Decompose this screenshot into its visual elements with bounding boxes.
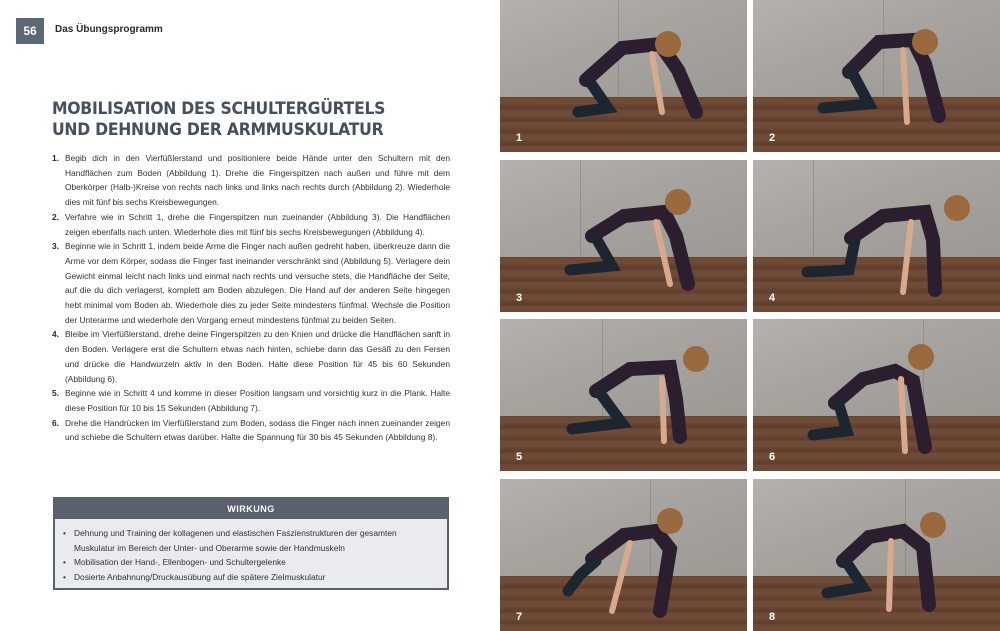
exercise-photo-7 [500, 479, 747, 631]
instruction-step [52, 416, 450, 445]
exercise-photo-8 [753, 479, 1000, 631]
photo-label: 5 [516, 451, 523, 463]
exercise-photo-1 [500, 0, 747, 152]
step-number: 3. [52, 241, 59, 252]
photo-label: 2 [769, 132, 776, 144]
photo-label: 4 [769, 292, 776, 304]
effect-box [53, 497, 449, 590]
person-figure [753, 319, 1000, 471]
photo-label: 7 [516, 611, 523, 623]
person-figure [753, 160, 1000, 312]
person-figure [500, 479, 747, 631]
person-figure [753, 479, 1000, 631]
exercise-photo-3 [500, 160, 747, 312]
instruction-step [52, 239, 450, 327]
person-figure [753, 0, 1000, 152]
step-number: 6. [52, 417, 59, 428]
person-figure [500, 0, 747, 152]
step-number: 2. [52, 211, 59, 222]
step-text: Beginne wie in Schritt 1, indem beide Arme die Finger nach außen gedreht haben, überkreuze dann die Arme vor dem Körper, sodass die Finger fast ineinander verschränkt sind (Abbildung 5). Verlagere dein Gewicht einmal leicht nach links und einmal nach rechts und versuche stets, die Handfläche der Seite, auf die du dich verlagerst, komplett am Boden abzulegen. Die Hand auf der anderen Seite hingegen hebt minimal vom Boden ab. Wiederhole dies zu jeder Seite mindestens fünfmal. Wechsle die Position der Unterarme und wiederhole den Vorgang erneut mindestens fünfmal zu beiden Seiten. [65, 241, 450, 325]
instruction-step [52, 327, 450, 386]
step-text: Bleibe im Vierfüßlerstand, drehe deine Fingerspitzen zu den Knien und drücke die Handflächen sanft in den Boden. Verlagere erst die Schultern etwas nach hinten, schiebe dann das Gesäß zu den Fersen und drücke die Handwurzeln aktiv in den Boden. Halte diese Position für 45 bis 60 Sekunden (Abbildung 6). [65, 329, 450, 384]
exercise-photo-6 [753, 319, 1000, 471]
person-figure [500, 319, 747, 471]
instruction-step [52, 151, 450, 210]
step-text: Begib dich in den Vierfüßlerstand und positioniere beide Hände unter den Schultern mit den Handflächen zum Boden (Abbildung 1). Drehe die Fingerspitzen nach außen und führe mit dem Oberkörper (Halb-)Kreise von rechts nach links und links nach rechts durch (Abbildung 2). Wiederhole dies mit fünf bis sechs Kreisbewegungen. [65, 153, 450, 208]
person-figure [500, 160, 747, 312]
photo-label: 3 [516, 292, 523, 304]
instruction-step [52, 386, 450, 415]
effect-item: • Mobilisation der Hand-, Ellenbogen- und Schultergelenke [63, 555, 437, 570]
step-number: 1. [52, 153, 59, 163]
instruction-step [52, 210, 450, 239]
exercise-photo-5 [500, 319, 747, 471]
effect-item: • Dosierte Anbahnung/Druckausübung auf die spätere Zielmuskulatur [63, 570, 437, 585]
exercise-photo-4 [753, 160, 1000, 312]
page-number: 56 [16, 18, 44, 44]
step-number: 4. [52, 329, 59, 340]
exercise-photo-2 [753, 0, 1000, 152]
instruction-list [52, 151, 450, 445]
effect-heading: WIRKUNG [55, 499, 447, 519]
effect-list [55, 519, 447, 585]
step-text: Verfahre wie in Schritt 1, drehe die Fingerspitzen nun zueinander (Abbildung 3). Die Handflächen zeigen ebenfalls nach unten. Wiederhole dies mit fünf bis sechs Kreisbewegungen (Abbildung 4). [65, 211, 450, 237]
photo-label: 8 [769, 611, 776, 623]
page-title: MOBILISATION DES SCHULTERGÜRTELS UND DEHNUNG DER ARMMUSKULATUR [52, 99, 386, 140]
step-text: Drehe die Handrücken im Vierfüßlerstand zum Boden, sodass die Finger nach innen zueinander zeigen und schiebe die Schultern etwas darüber. Halte die Spannung für 30 bis 45 Sekunden (Abbildung 8). [65, 417, 450, 443]
effect-item: • Dehnung und Training der kollagenen und elastischen Faszienstrukturen der gesamten Muskulatur im Bereich der Unter- und Oberarme sowie der Handmuskeln [63, 526, 437, 555]
photo-label: 6 [769, 451, 776, 463]
step-number: 5. [52, 388, 59, 399]
photo-label: 1 [516, 132, 523, 144]
step-text: Beginne wie in Schritt 4 und komme in dieser Position langsam und vorsichtig kurz in die Plank. Halte diese Position für 10 bis 15 Sekunden (Abbildung 7). [65, 388, 450, 413]
section-title: Das Übungsprogramm [55, 24, 163, 35]
